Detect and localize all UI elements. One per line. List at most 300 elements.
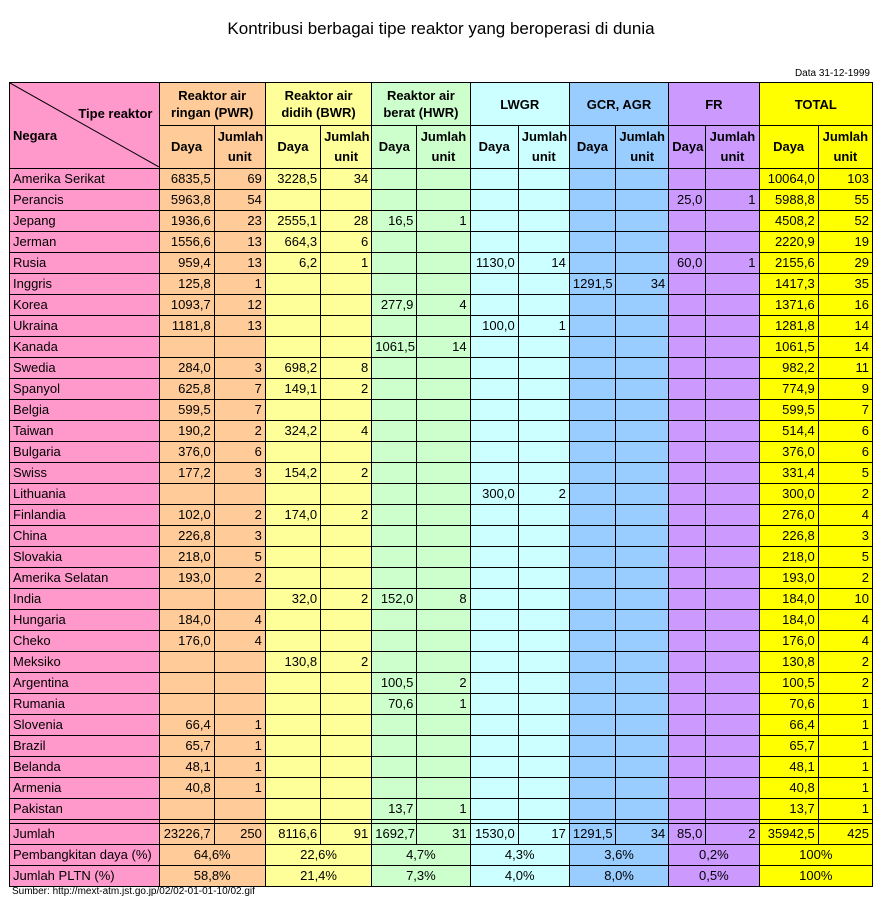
table-row (10, 358, 873, 379)
lwgr-unit-cell: 14 (518, 253, 569, 274)
bwr-daya-cell: 130,8 (265, 652, 320, 673)
table-row (10, 631, 873, 652)
country-name: Armenia (10, 778, 160, 799)
bwr-daya-cell: 174,0 (265, 505, 320, 526)
gcr-agr-unit-cell (616, 568, 669, 589)
table-row (10, 442, 873, 463)
table-row (10, 190, 873, 211)
table-row (10, 232, 873, 253)
fr-unit-cell (706, 421, 759, 442)
subheader-pwr-jumlah-unit: Jumlah unit (214, 126, 265, 169)
fr-unit-cell (706, 337, 759, 358)
lwgr-daya-cell (470, 337, 518, 358)
header-row-groups (10, 83, 873, 126)
percent-lwgr: 4,3% (470, 845, 569, 866)
total-daya-cell: 13,7 (759, 799, 818, 820)
bwr-unit-cell (321, 757, 372, 778)
gcr-agr-daya-cell (569, 421, 615, 442)
bwr-daya-cell: 6,2 (265, 253, 320, 274)
total-daya-cell: 2155,6 (759, 253, 818, 274)
table-row (10, 673, 873, 694)
total-unit-cell: 10 (818, 589, 872, 610)
pwr-unit-cell (214, 337, 265, 358)
gcr-agr-unit-cell (616, 610, 669, 631)
gcr-agr-unit-cell (616, 757, 669, 778)
pwr-unit-cell: 1 (214, 757, 265, 778)
gcr-agr-daya-cell (569, 442, 615, 463)
fr-daya-cell (669, 484, 706, 505)
fr-unit-cell (706, 673, 759, 694)
fr-unit-cell (706, 694, 759, 715)
reactor-table (9, 82, 873, 887)
pwr-unit-cell: 13 (214, 316, 265, 337)
fr-unit-cell (706, 484, 759, 505)
total-daya-cell: 226,8 (759, 526, 818, 547)
percent-bwr: 21,4% (265, 866, 371, 887)
country-name: Belanda (10, 757, 160, 778)
country-name: Slovenia (10, 715, 160, 736)
country-name: Finlandia (10, 505, 160, 526)
pwr-daya-cell: 218,0 (159, 547, 214, 568)
lwgr-unit-cell (518, 715, 569, 736)
group-header-total: TOTAL (759, 83, 872, 126)
gcr-agr-unit-cell (616, 631, 669, 652)
country-name: Amerika Serikat (10, 169, 160, 190)
fr-unit-cell (706, 400, 759, 421)
lwgr-unit-cell (518, 778, 569, 799)
hwr-unit-cell (417, 442, 470, 463)
pwr-unit-cell (214, 589, 265, 610)
bwr-unit-cell (321, 526, 372, 547)
lwgr-daya-cell (470, 274, 518, 295)
hwr-daya-cell (372, 232, 417, 253)
table-body (10, 169, 873, 887)
total-daya-cell: 1371,6 (759, 295, 818, 316)
country-name: Pakistan (10, 799, 160, 820)
table-row (10, 484, 873, 505)
subheader-total-daya: Daya (759, 126, 818, 169)
lwgr-daya-cell (470, 442, 518, 463)
fr-daya-cell (669, 505, 706, 526)
bwr-daya-cell: 324,2 (265, 421, 320, 442)
total-daya-cell: 184,0 (759, 589, 818, 610)
gcr-agr-unit-cell (616, 673, 669, 694)
subheader-gcr-agr-daya: Daya (569, 126, 615, 169)
percent-hwr: 7,3% (372, 866, 470, 887)
gcr-agr-daya-cell (569, 295, 615, 316)
percent-row-label: Pembangkitan daya (%) (10, 845, 160, 866)
subheader-hwr-daya: Daya (372, 126, 417, 169)
lwgr-daya-cell (470, 631, 518, 652)
total-daya-cell: 5988,8 (759, 190, 818, 211)
lwgr-unit-cell (518, 736, 569, 757)
hwr-daya-cell (372, 715, 417, 736)
gcr-agr-daya-cell (569, 757, 615, 778)
pwr-daya-cell: 226,8 (159, 526, 214, 547)
country-name: Amerika Selatan (10, 568, 160, 589)
hwr-unit-cell (417, 379, 470, 400)
gcr-agr-daya-cell (569, 379, 615, 400)
pwr-unit-cell: 1 (214, 274, 265, 295)
gcr-agr-unit-cell (616, 253, 669, 274)
total-unit-cell: 14 (818, 316, 872, 337)
bwr-daya-cell (265, 631, 320, 652)
country-name: Lithuania (10, 484, 160, 505)
lwgr-unit-cell (518, 211, 569, 232)
percent-row-label: Jumlah PLTN (%) (10, 866, 160, 887)
pwr-daya-cell (159, 652, 214, 673)
table-row (10, 736, 873, 757)
bwr-daya-cell: 149,1 (265, 379, 320, 400)
gcr-agr-daya-cell (569, 631, 615, 652)
pwr-unit-cell: 1 (214, 715, 265, 736)
hwr-daya-cell (372, 463, 417, 484)
subheader-total-jumlah-unit: Jumlah unit (818, 126, 872, 169)
bwr-unit-cell (321, 610, 372, 631)
total-daya-cell: 514,4 (759, 421, 818, 442)
fr-daya-cell (669, 757, 706, 778)
percent-pwr: 58,8% (159, 866, 265, 887)
fr-unit-cell: 1 (706, 190, 759, 211)
pwr-unit-cell: 3 (214, 358, 265, 379)
lwgr-daya-cell (470, 715, 518, 736)
pwr-daya-cell: 599,5 (159, 400, 214, 421)
fr-unit-cell (706, 358, 759, 379)
bwr-daya-cell (265, 274, 320, 295)
gcr-agr-unit-cell (616, 400, 669, 421)
lwgr-unit-cell (518, 547, 569, 568)
total-daya-cell: 184,0 (759, 610, 818, 631)
lwgr-daya-cell (470, 736, 518, 757)
total-daya-cell: 331,4 (759, 463, 818, 484)
total-unit-cell: 2 (818, 568, 872, 589)
hwr-unit-cell (417, 505, 470, 526)
lwgr-daya-cell (470, 610, 518, 631)
total-daya-cell: 48,1 (759, 757, 818, 778)
subheader-bwr-daya: Daya (265, 126, 320, 169)
pwr-daya-cell: 102,0 (159, 505, 214, 526)
lwgr-unit-cell (518, 442, 569, 463)
lwgr-daya-cell: 1130,0 (470, 253, 518, 274)
lwgr-unit-cell: 2 (518, 484, 569, 505)
total-unit-cell: 1 (818, 736, 872, 757)
percent-pwr: 64,6% (159, 845, 265, 866)
bwr-daya-cell (265, 337, 320, 358)
gcr-agr-daya-cell (569, 484, 615, 505)
bwr-unit-cell: 34 (321, 169, 372, 190)
gcr-agr-daya-cell (569, 400, 615, 421)
pwr-daya-cell: 66,4 (159, 715, 214, 736)
hwr-daya-cell (372, 778, 417, 799)
table-row (10, 463, 873, 484)
hwr-daya-cell: 70,6 (372, 694, 417, 715)
bwr-unit-cell: 1 (321, 253, 372, 274)
fr-daya-cell (669, 673, 706, 694)
lwgr-unit-cell (518, 274, 569, 295)
fr-unit-cell (706, 799, 759, 820)
total-total-unit: 425 (818, 824, 872, 845)
total-unit-cell: 9 (818, 379, 872, 400)
total-daya-cell: 1281,8 (759, 316, 818, 337)
group-header-lwgr: LWGR (470, 83, 569, 126)
lwgr-daya-cell (470, 358, 518, 379)
lwgr-unit-cell (518, 295, 569, 316)
table-row (10, 694, 873, 715)
lwgr-daya-cell (470, 169, 518, 190)
total-unit-cell: 103 (818, 169, 872, 190)
bwr-unit-cell (321, 778, 372, 799)
pwr-unit-cell: 7 (214, 400, 265, 421)
subheader-bwr-jumlah-unit: Jumlah unit (321, 126, 372, 169)
pwr-daya-cell: 284,0 (159, 358, 214, 379)
pwr-daya-cell: 959,4 (159, 253, 214, 274)
hwr-daya-cell (372, 253, 417, 274)
pwr-daya-cell: 65,7 (159, 736, 214, 757)
fr-daya-cell (669, 694, 706, 715)
fr-daya-cell (669, 274, 706, 295)
total-unit-cell: 11 (818, 358, 872, 379)
subheader-hwr-jumlah-unit: Jumlah unit (417, 126, 470, 169)
total-fr-unit: 2 (706, 824, 759, 845)
country-name: Spanyol (10, 379, 160, 400)
group-header-gcr-agr: GCR, AGR (569, 83, 668, 126)
total-unit-cell: 6 (818, 421, 872, 442)
pwr-unit-cell (214, 673, 265, 694)
gcr-agr-unit-cell (616, 421, 669, 442)
gcr-agr-unit-cell: 34 (616, 274, 669, 295)
hwr-unit-cell (417, 358, 470, 379)
total-unit-cell: 2 (818, 673, 872, 694)
bwr-unit-cell (321, 715, 372, 736)
total-daya-cell: 982,2 (759, 358, 818, 379)
fr-unit-cell (706, 169, 759, 190)
pwr-unit-cell (214, 694, 265, 715)
hwr-unit-cell (417, 778, 470, 799)
bwr-daya-cell: 32,0 (265, 589, 320, 610)
gcr-agr-unit-cell (616, 799, 669, 820)
percent-total: 100% (759, 866, 872, 887)
fr-daya-cell (669, 421, 706, 442)
pwr-daya-cell: 625,8 (159, 379, 214, 400)
hwr-daya-cell (372, 400, 417, 421)
pwr-daya-cell: 1936,6 (159, 211, 214, 232)
gcr-agr-unit-cell (616, 169, 669, 190)
hwr-daya-cell: 16,5 (372, 211, 417, 232)
fr-unit-cell (706, 379, 759, 400)
gcr-agr-daya-cell (569, 652, 615, 673)
hwr-daya-cell: 1061,5 (372, 337, 417, 358)
lwgr-daya-cell (470, 652, 518, 673)
country-name: Hungaria (10, 610, 160, 631)
total-bwr-daya: 8116,6 (265, 824, 320, 845)
lwgr-unit-cell (518, 169, 569, 190)
total-daya-cell: 376,0 (759, 442, 818, 463)
pwr-daya-cell (159, 484, 214, 505)
percent-fr: 0,5% (669, 866, 759, 887)
lwgr-daya-cell (470, 463, 518, 484)
hwr-daya-cell (372, 484, 417, 505)
pwr-daya-cell: 1093,7 (159, 295, 214, 316)
gcr-agr-daya-cell (569, 232, 615, 253)
total-daya-cell: 10064,0 (759, 169, 818, 190)
fr-daya-cell (669, 316, 706, 337)
fr-unit-cell (706, 757, 759, 778)
total-daya-cell: 1417,3 (759, 274, 818, 295)
corner-header (10, 83, 160, 169)
total-daya-cell: 1061,5 (759, 337, 818, 358)
bwr-unit-cell: 2 (321, 379, 372, 400)
hwr-daya-cell (372, 442, 417, 463)
total-lwgr-daya: 1530,0 (470, 824, 518, 845)
bwr-daya-cell (265, 190, 320, 211)
hwr-unit-cell (417, 316, 470, 337)
total-daya-cell: 66,4 (759, 715, 818, 736)
percent-gcr-agr: 3,6% (569, 845, 668, 866)
pwr-daya-cell: 1181,8 (159, 316, 214, 337)
group-header-pwr: Reaktor air ringan (PWR) (159, 83, 265, 126)
pwr-unit-cell: 3 (214, 526, 265, 547)
bwr-daya-cell (265, 799, 320, 820)
fr-daya-cell: 60,0 (669, 253, 706, 274)
hwr-daya-cell: 277,9 (372, 295, 417, 316)
hwr-unit-cell: 2 (417, 673, 470, 694)
lwgr-unit-cell (518, 799, 569, 820)
hwr-unit-cell (417, 736, 470, 757)
fr-daya-cell (669, 547, 706, 568)
pwr-daya-cell (159, 589, 214, 610)
total-daya-cell: 65,7 (759, 736, 818, 757)
lwgr-daya-cell (470, 757, 518, 778)
country-name: Perancis (10, 190, 160, 211)
fr-daya-cell (669, 442, 706, 463)
fr-unit-cell (706, 442, 759, 463)
total-daya-cell: 218,0 (759, 547, 818, 568)
hwr-unit-cell (417, 715, 470, 736)
country-name: Kanada (10, 337, 160, 358)
country-name: Rusia (10, 253, 160, 274)
hwr-unit-cell (417, 274, 470, 295)
pwr-unit-cell: 13 (214, 253, 265, 274)
bwr-unit-cell (321, 799, 372, 820)
lwgr-daya-cell: 300,0 (470, 484, 518, 505)
pwr-unit-cell (214, 799, 265, 820)
lwgr-daya-cell (470, 400, 518, 421)
table-row (10, 379, 873, 400)
hwr-unit-cell (417, 568, 470, 589)
hwr-unit-cell: 8 (417, 589, 470, 610)
table-row (10, 799, 873, 820)
lwgr-daya-cell (470, 211, 518, 232)
pwr-unit-cell: 3 (214, 463, 265, 484)
bwr-unit-cell: 2 (321, 652, 372, 673)
bwr-unit-cell: 2 (321, 463, 372, 484)
bwr-unit-cell (321, 694, 372, 715)
pwr-unit-cell: 2 (214, 568, 265, 589)
pwr-unit-cell: 1 (214, 778, 265, 799)
total-bwr-unit: 91 (321, 824, 372, 845)
bwr-unit-cell (321, 337, 372, 358)
corner-negara: Negara (13, 128, 58, 143)
hwr-daya-cell (372, 652, 417, 673)
subheader-fr-jumlah-unit: Jumlah unit (706, 126, 759, 169)
fr-daya-cell (669, 715, 706, 736)
gcr-agr-unit-cell (616, 379, 669, 400)
total-daya-cell: 130,8 (759, 652, 818, 673)
fr-daya-cell (669, 631, 706, 652)
lwgr-unit-cell (518, 337, 569, 358)
table-row (10, 715, 873, 736)
gcr-agr-daya-cell (569, 673, 615, 694)
gcr-agr-unit-cell (616, 295, 669, 316)
total-unit-cell: 6 (818, 442, 872, 463)
total-unit-cell: 55 (818, 190, 872, 211)
group-header-bwr: Reaktor air didih (BWR) (265, 83, 371, 126)
country-name: China (10, 526, 160, 547)
lwgr-daya-cell (470, 568, 518, 589)
pwr-unit-cell: 12 (214, 295, 265, 316)
gcr-agr-unit-cell (616, 211, 669, 232)
total-unit-cell: 2 (818, 484, 872, 505)
subheader-fr-daya: Daya (669, 126, 706, 169)
bwr-daya-cell (265, 568, 320, 589)
fr-unit-cell (706, 526, 759, 547)
pwr-daya-cell: 1556,6 (159, 232, 214, 253)
percent-bwr: 22,6% (265, 845, 371, 866)
fr-unit-cell (706, 211, 759, 232)
country-name: Jerman (10, 232, 160, 253)
gcr-agr-daya-cell (569, 316, 615, 337)
fr-unit-cell (706, 505, 759, 526)
lwgr-unit-cell (518, 610, 569, 631)
bwr-unit-cell (321, 568, 372, 589)
bwr-unit-cell (321, 484, 372, 505)
pwr-daya-cell: 6835,5 (159, 169, 214, 190)
table-row (10, 295, 873, 316)
lwgr-unit-cell (518, 631, 569, 652)
lwgr-unit-cell (518, 673, 569, 694)
table-row (10, 610, 873, 631)
hwr-unit-cell (417, 484, 470, 505)
fr-daya-cell (669, 652, 706, 673)
hwr-unit-cell: 1 (417, 799, 470, 820)
gcr-agr-unit-cell (616, 316, 669, 337)
total-unit-cell: 4 (818, 610, 872, 631)
fr-daya-cell (669, 589, 706, 610)
bwr-daya-cell (265, 547, 320, 568)
lwgr-unit-cell (518, 757, 569, 778)
table-row (10, 505, 873, 526)
lwgr-daya-cell: 100,0 (470, 316, 518, 337)
bwr-daya-cell (265, 736, 320, 757)
bwr-daya-cell (265, 757, 320, 778)
corner-tipe-reaktor: Tipe reaktor (78, 106, 153, 121)
bwr-unit-cell (321, 673, 372, 694)
gcr-agr-unit-cell (616, 358, 669, 379)
gcr-agr-daya-cell (569, 463, 615, 484)
hwr-daya-cell (372, 610, 417, 631)
total-unit-cell: 1 (818, 799, 872, 820)
fr-daya-cell (669, 211, 706, 232)
gcr-agr-unit-cell (616, 715, 669, 736)
pwr-daya-cell: 125,8 (159, 274, 214, 295)
table-row (10, 652, 873, 673)
country-name: Taiwan (10, 421, 160, 442)
gcr-agr-daya-cell (569, 568, 615, 589)
gcr-agr-unit-cell (616, 652, 669, 673)
hwr-daya-cell (372, 274, 417, 295)
total-unit-cell: 2 (818, 652, 872, 673)
pwr-unit-cell: 2 (214, 421, 265, 442)
